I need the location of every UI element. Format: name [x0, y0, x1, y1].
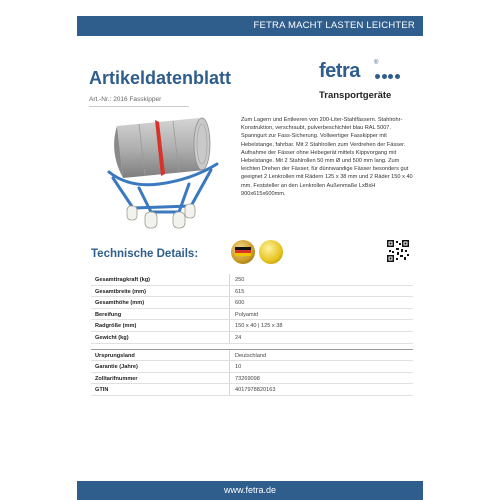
- header-tagline: FETRA MACHT LASTEN LEICHTER: [253, 20, 415, 31]
- made-in-germany-badge: [231, 240, 255, 264]
- article-number: Art.-Nr.: 2016 Fasskipper: [89, 96, 162, 103]
- spec-table: [91, 274, 413, 396]
- page-title: Artikeldatenblatt: [89, 68, 232, 88]
- table-row: Zolltarifnummer 73269098: [91, 373, 413, 385]
- fetra-logo[interactable]: [317, 60, 417, 110]
- logo-registered-mark: ®: [374, 60, 379, 66]
- table-row: Gesamttragkraft (kg) 250: [91, 274, 413, 286]
- spec-group-2: [91, 350, 413, 396]
- logo-dots-icon: [375, 74, 400, 79]
- technical-details-heading: Technische Details:: [91, 248, 199, 260]
- table-row: Bereifung Polyamid: [91, 309, 413, 321]
- product-image: [99, 112, 229, 232]
- footer-bar: [77, 481, 423, 500]
- german-flag-icon: [235, 247, 251, 256]
- title-divider: [89, 106, 189, 107]
- header-bar: [77, 16, 423, 36]
- table-row: Gesamtbreite (mm) 615: [91, 286, 413, 298]
- table-row: Ursprungsland Deutschland: [91, 350, 413, 362]
- qr-code[interactable]: [387, 240, 409, 262]
- table-row: GTIN 4017978820163: [91, 384, 413, 396]
- product-description: Zum Lagern und Entleeren von 200-Liter-Stahlfässern. Stahlrohr-Konstruktion, verschraubt, pulverbeschichtet blau RAL 5007. Spanngurt zur Fass-Sicherung. Vollwertiger Fasskipper mit Hebelstange, fahrbar. Mit 2 Stahlrollen zum Verdrehen der Fässer. Aufnahme der Fässer ohne Hebegerät mittels Kippvorgang mit Hebelstange. Mit 2 Stahlrollen 50 mm Ø und 500 mm lang. Zum leichten Drehen der Fässer, für dünnwandige Fässer besonders gut geeignet 2 Lenkrollen mit Rädern 125 x 38 mm und 2 Räder 150 x 40 mm. Feststeller an den Lenkrollen Außenmaße LxBxH 900x615x600mm.: [241, 117, 413, 197]
- spec-group-1: [91, 274, 413, 344]
- guarantee-badge: [259, 240, 283, 264]
- datasheet-page: [77, 0, 423, 500]
- logo-wordmark: fetra: [319, 60, 360, 82]
- table-row: Garantie (Jahre) 10: [91, 361, 413, 373]
- table-row: Gewicht (kg) 24: [91, 332, 413, 344]
- logo-subtitle: Transportgeräte: [319, 90, 392, 101]
- table-row: Radgröße (mm) 150 x 40 | 125 x 38: [91, 320, 413, 332]
- table-row: Gesamthöhe (mm) 600: [91, 297, 413, 309]
- footer-website-link[interactable]: www.fetra.de: [223, 485, 277, 495]
